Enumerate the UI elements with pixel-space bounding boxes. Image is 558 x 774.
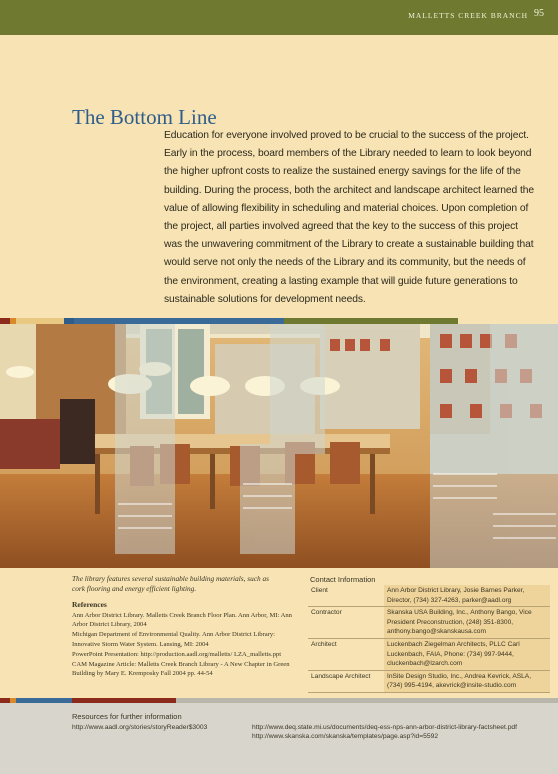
contact-detail: InSite Design Studio, Inc., Andrea Kevrick, ASLA, (734) 995-4194, akevrick@insite-studio.com: [384, 670, 550, 692]
reference-item: Ann Arbor District Library. Malletts Creek Branch Floor Plan. Ann Arbor, MI: Ann Arbor District Library, 2004: [72, 612, 292, 629]
library-interior-photo: [0, 324, 558, 568]
contact-row: [308, 607, 550, 639]
contact-detail: Ann Arbor District Library, Josie Barnes Parker, Director, (734) 327-4263, parker@aadl.org: [384, 585, 550, 607]
bottom-stripe-blue: [16, 698, 72, 703]
bottom-stripe-gray: [176, 698, 558, 703]
section-header: MALLETTS CREEK BRANCH: [408, 11, 528, 20]
contact-row: [308, 638, 550, 670]
contact-role: Landscape Architect: [308, 670, 384, 692]
contact-row: [308, 585, 550, 607]
contact-table: [308, 585, 550, 693]
resource-link-aadl[interactable]: http://www.aadl.org/stories/storyReader$3003: [72, 724, 208, 731]
contact-heading: Contact Information: [310, 575, 376, 584]
reference-item: PowerPoint Presentation: http://production.aadl.org/malletts/ LZA_malletts.ppt: [72, 650, 282, 658]
reference-item: Michigan Department of Environmental Quality. Ann Arbor District Library: Innovative Storm Water System. Lansing, MI: 2004: [72, 631, 276, 648]
references-heading: References: [72, 600, 107, 609]
page-number: 95: [534, 8, 544, 19]
resources-heading: Resources for further information: [72, 712, 182, 721]
reference-item: CAM Magazine Article: Malletts Creek Branch Library - A New Chapter in Green Building by Mary E. Kremposky Fall 2004 pp. 44-54: [72, 661, 290, 678]
contact-detail: Skanska USA Building, Inc., Anthony Bango, Vice President Preconstruction, (248) 351-8300, anthony.bango@skanskausa.com: [384, 607, 550, 639]
bottom-stripe-red-long: [72, 698, 176, 703]
contact-row: [308, 670, 550, 692]
contact-role: Architect: [308, 638, 384, 670]
contact-role: Contractor: [308, 607, 384, 639]
bottom-stripe-red: [0, 698, 10, 703]
page-title: The Bottom Line: [72, 105, 217, 129]
references-list: [72, 611, 292, 679]
body-paragraph: Education for everyone involved proved to be crucial to the success of the project. Early in the process, board members of the Library needed to learn to look beyond the higher upfront costs to realize the sustained energy savings for the life of the building. During the process, both the architect and landscape architect learned the value of allowing flexibility in scheduling and material choices. Upon completion of the project, all parties involved agreed that the key to the success of this project was the unwavering commitment of the Library to create a sustainable building that would serve not only the needs of the Library and its community, but the needs of the environment, creating a lasting example that will guide future generations to sustainable solutions for development needs.: [164, 130, 534, 305]
resource-link-deq[interactable]: http://www.deq.state.mi.us/documents/deq-ess-nps-ann-arbor-district-library-factsheet.pdf: [252, 724, 518, 731]
contact-detail: Luckenbach Ziegelman Architects, PLLC Carl Luckenbach, FAIA, Phone: (734) 997-9444, cluckenbach@lzarch.com: [384, 638, 550, 670]
resource-link-skanska[interactable]: http://www.skanska.com/skanska/templates/page.asp?id=5592: [252, 733, 439, 740]
photo-caption: The library features several sustainable building materials, such as cork flooring and energy efficient lighting.: [72, 574, 269, 593]
contact-role: Client: [308, 585, 384, 607]
